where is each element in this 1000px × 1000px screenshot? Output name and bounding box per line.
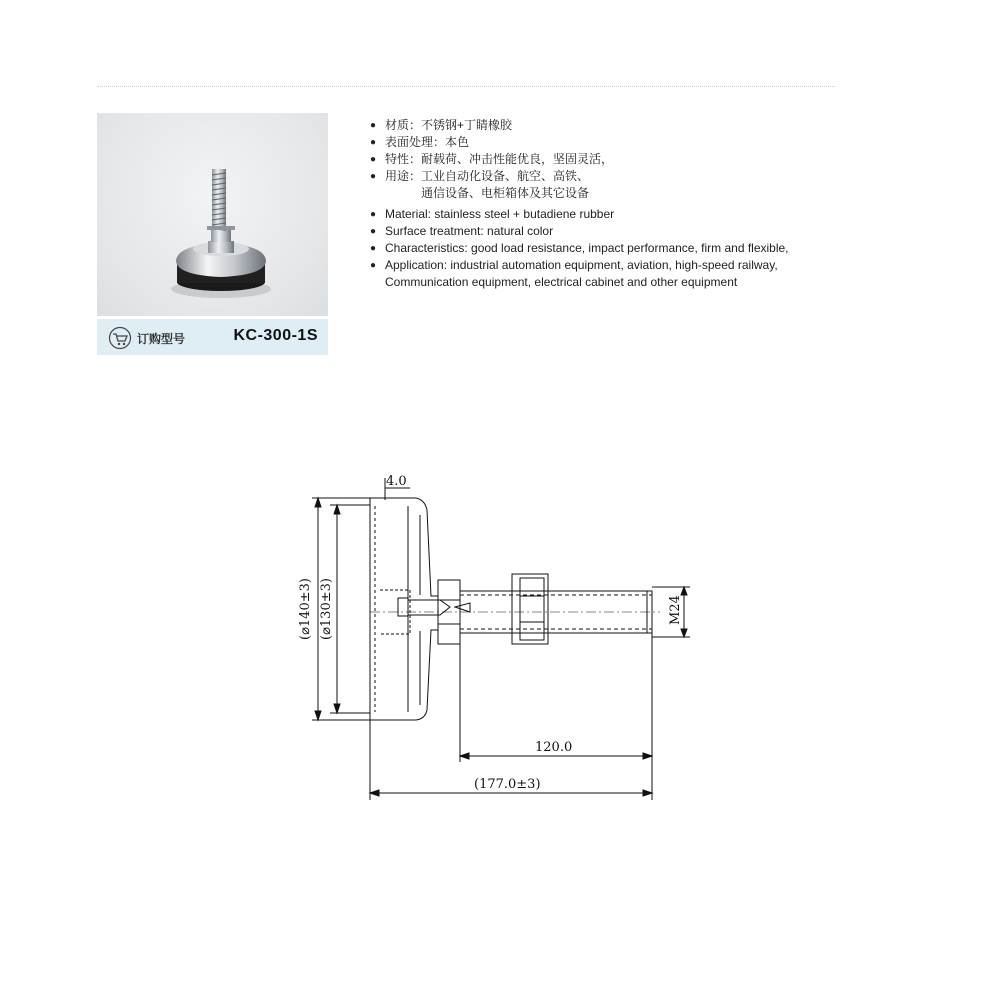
spec-text: Characteristics: good load resistance, impact performance, firm and flexible, — [385, 241, 789, 255]
spec-label: 特性： — [385, 152, 422, 166]
spec-application-cn-continued: 通信设备、电柜箱体及其它设备 — [421, 186, 590, 200]
spec-characteristics-cn — [370, 151, 850, 168]
bullet-icon: ● — [370, 260, 377, 271]
spec-application-cn — [370, 168, 850, 185]
spec-text: Application: industrial automation equipment, aviation, high-speed railway, — [385, 258, 778, 272]
bullet-icon: ● — [370, 226, 377, 237]
spec-material-en — [370, 206, 850, 223]
specifications — [370, 117, 850, 291]
spec-surface-en — [370, 223, 850, 240]
spec-application-en-continued: Communication equipment, electrical cabinet and other equipment — [385, 275, 738, 289]
spec-text: Surface treatment: natural color — [385, 224, 554, 238]
cart-icon — [108, 327, 132, 349]
bullet-icon: ● — [370, 209, 377, 220]
dim-outer-diameter: (⌀140±3) — [298, 578, 313, 640]
bullet-icon: ● — [370, 243, 377, 254]
dim-thread: M24 — [668, 595, 683, 625]
spec-text: Material: stainless steel + butadiene rubber — [385, 207, 615, 221]
top-divider — [97, 86, 835, 87]
spec-value: 工业自动化设备、航空、高铁、 — [421, 169, 590, 183]
spec-application-en — [370, 257, 850, 274]
bullet-icon: ● — [370, 120, 377, 131]
spec-value: 耐载荷、冲击性能优良，坚固灵活， — [421, 152, 614, 166]
dim-total-length: (177.0±3) — [474, 777, 541, 792]
spec-material-cn — [370, 117, 850, 134]
order-model-bar — [97, 319, 328, 355]
technical-drawing — [290, 462, 710, 802]
base-disc-outline — [370, 498, 438, 720]
bullet-icon: ● — [370, 154, 377, 165]
order-model-label: 订购型号 — [137, 332, 186, 346]
spec-label: 用途： — [385, 169, 422, 183]
spec-label: 表面处理： — [385, 135, 446, 149]
spec-characteristics-en — [370, 240, 850, 257]
spec-value: 不锈钢+丁睛橡胶 — [421, 118, 513, 132]
spec-label: 材质： — [385, 118, 422, 132]
dim-base-thickness: 4.0 — [386, 474, 407, 489]
product-card — [97, 113, 328, 355]
bullet-icon: ● — [370, 171, 377, 182]
spec-surface-cn — [370, 134, 850, 151]
product-photo — [97, 113, 328, 316]
model-code: KC-300-1S — [233, 327, 318, 344]
dim-thread-length: 120.0 — [535, 740, 573, 755]
dim-inner-diameter: (⌀130±3) — [319, 578, 334, 640]
leveling-foot-image — [97, 113, 328, 316]
spec-value: 本色 — [445, 135, 470, 149]
bullet-icon: ● — [370, 137, 377, 148]
